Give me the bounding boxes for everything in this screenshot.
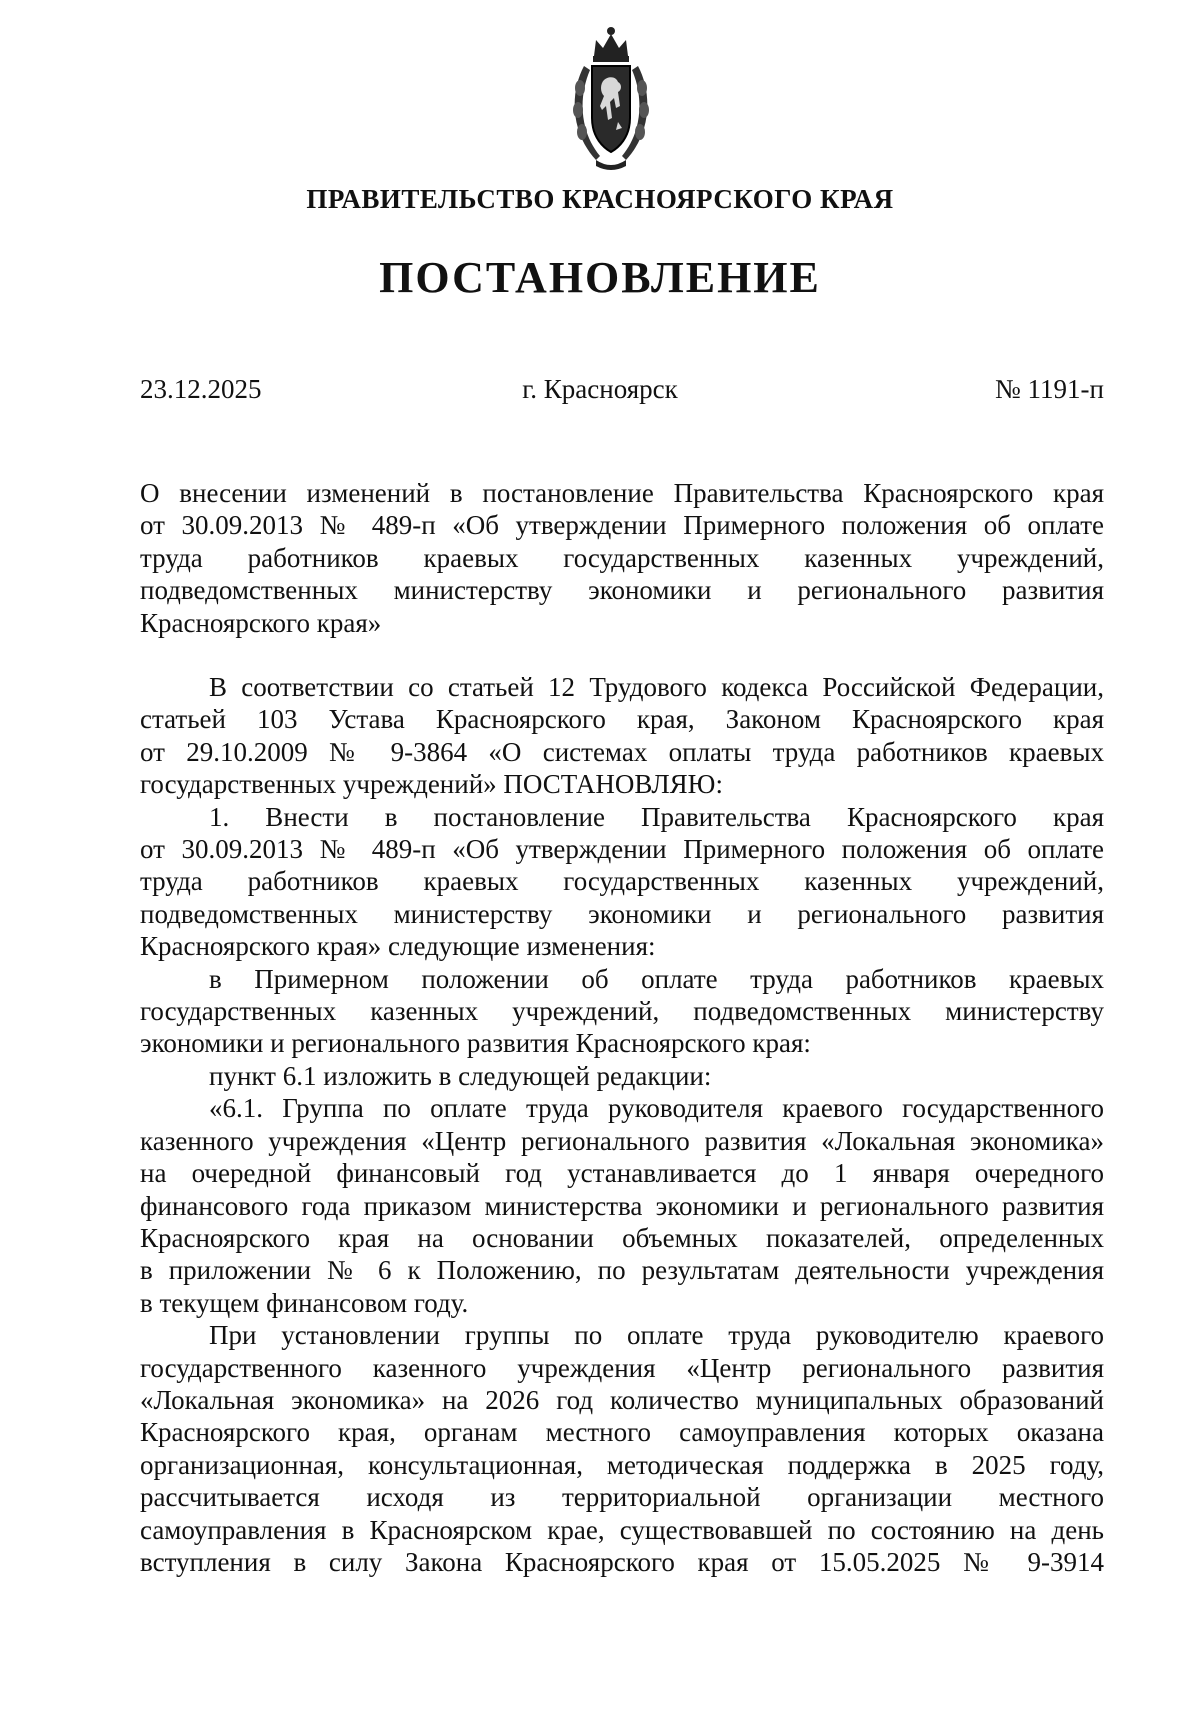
body-line: на очередной финансовый год устанавливается до 1 января очередного: [140, 1158, 1104, 1189]
body-line: рассчитывается исходя из территориальной организации местного: [140, 1482, 1104, 1513]
body-line: статьей 103 Устава Красноярского края, Законом Красноярского края: [140, 704, 1104, 735]
coat-of-arms-icon: [566, 22, 656, 172]
subject-line: Красноярского края»: [140, 607, 382, 638]
body-line: «6.1. Группа по оплате труда руководителя краевого государственного: [209, 1093, 1104, 1124]
body-line: Красноярского края, органам местного самоуправления которых оказана: [140, 1417, 1104, 1448]
body-line: «Локальная экономика» на 2026 год количество муниципальных образований: [140, 1384, 1104, 1415]
body-line: В соответствии со статьей 12 Трудового кодекса Российской Федерации,: [209, 672, 1104, 702]
body-line: Красноярского края на основании объемных показателей, определенных: [140, 1222, 1104, 1253]
body-line: государственных учреждений» ПОСТАНОВЛЯЮ:: [140, 769, 723, 800]
body-line: казенного учреждения «Центр регионального развития «Локальная экономика»: [140, 1125, 1104, 1156]
body-line: государственного казенного учреждения «Центр регионального развития: [140, 1352, 1104, 1383]
body-line: в текущем финансовом году.: [140, 1287, 469, 1318]
body-line: пункт 6.1 изложить в следующей редакции:: [209, 1060, 712, 1091]
subject-line: подведомственных министерству экономики и регионального развития: [140, 575, 1104, 606]
body-line: в Примерном положении об оплате труда работников краевых: [209, 963, 1104, 994]
subject-line: от 30.09.2013 № 489-п «Об утверждении Примерного положения об оплате: [140, 510, 1104, 541]
body-line: государственных казенных учреждений, подведомственных министерству: [140, 996, 1104, 1027]
body-line: самоуправления в Красноярском крае, существовавшей по состоянию на день: [140, 1514, 1104, 1545]
body-line: труда работников краевых государственных казенных учреждений,: [140, 866, 1104, 897]
subject-line: О внесении изменений в постановление Правительства Красноярского края: [140, 478, 1104, 508]
document-body: [140, 671, 1104, 1578]
body-line: подведомственных министерству экономики и регионального развития: [140, 898, 1104, 929]
document-city: г. Красноярск: [522, 374, 678, 404]
body-line: организационная, консультационная, методическая поддержка в 2025 году,: [140, 1449, 1104, 1480]
body-line: от 30.09.2013 № 489-п «Об утверждении Примерного положения об оплате: [140, 834, 1104, 865]
body-line: экономики и регионального развития Красноярского края:: [140, 1028, 811, 1059]
body-line: 1. Внести в постановление Правительства Красноярского края: [209, 801, 1104, 832]
body-line: Красноярского края» следующие изменения:: [140, 931, 656, 962]
document-number: № 1191-п: [995, 374, 1104, 404]
body-line: При установлении группы по оплате труда руководителю краевого: [209, 1320, 1104, 1351]
body-line: вступления в силу Закона Красноярского края от 15.05.2025 № 9-3914: [140, 1546, 1104, 1577]
document-subject: [140, 477, 1104, 639]
body-line: финансового года приказом министерства экономики и регионального развития: [140, 1190, 1104, 1221]
document-date: 23.12.2025: [140, 374, 262, 404]
body-line: в приложении № 6 к Положению, по результатам деятельности учреждения: [140, 1255, 1104, 1286]
organization-name: ПРАВИТЕЛЬСТВО КРАСНОЯРСКОГО КРАЯ: [306, 184, 894, 214]
body-line: от 29.10.2009 № 9-3864 «О системах оплаты труда работников краевых: [140, 736, 1104, 767]
document-type-title: ПОСТАНОВЛЕНИЕ: [379, 253, 821, 302]
subject-line: труда работников краевых государственных казенных учреждений,: [140, 542, 1104, 573]
